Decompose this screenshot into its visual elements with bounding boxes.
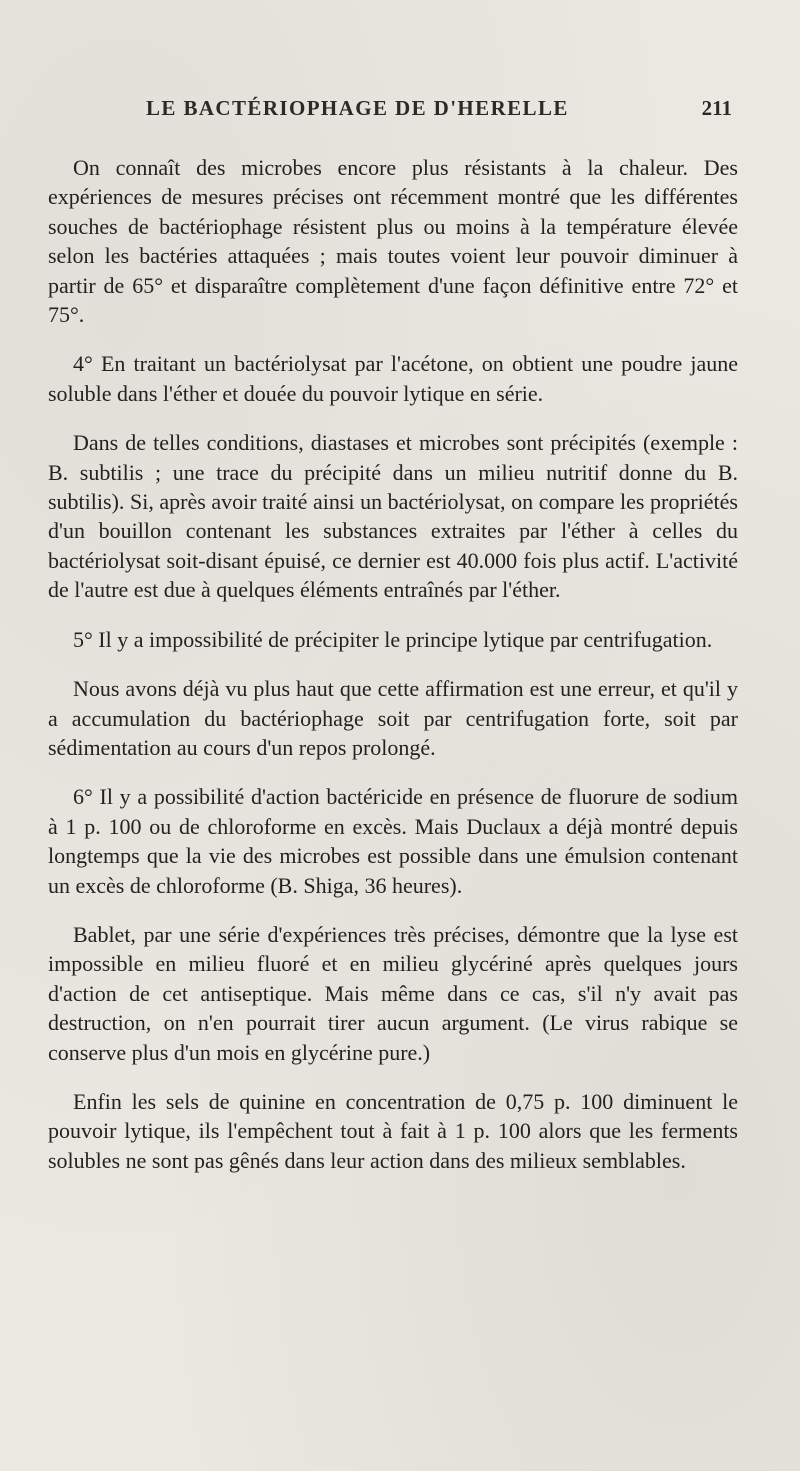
paragraph-point-4: 4° En traitant un bactériolysat par l'acétone, on obtient une poudre jaune soluble dans l'éther et douée du pouvoir lytique en série. [48, 351, 738, 406]
running-head [0, 96, 800, 126]
paragraph-centrifugation: Nous avons déjà vu plus haut que cette affirmation est une erreur, et qu'il y a accumulation du bactériophage soit par centrifugation forte, soit par sédimentation au cours d'un repos prolongé. [48, 676, 738, 760]
page-number: 211 [701, 96, 732, 120]
paragraph-heat-resistance: On connaît des microbes encore plus résistants à la chaleur. Des expériences de mesures précises ont récemment montré que les différentes souches de bactériophage résistent plus ou moins à la température élevée selon les bactéries attaquées ; mais toutes voient leur pouvoir diminuer à partir de 65° et disparaître complètement d'une façon définitive entre 72° et 75°. [48, 155, 738, 328]
paragraph-precipitation: Dans de telles conditions, diastases et microbes sont précipités (exemple : B. subtilis ; une trace du précipité dans un milieu nutritif donne du B. subtilis). Si, après avoir traité ainsi un bactériolysat, on compare les propriétés d'un bouillon contenant les substances extraites par l'éther à celles du bactériolysat soit-disant épuisé, ce dernier est 40.000 fois plus actif. L'activité de l'autre est due à quelques éléments entraînés par l'éther. [48, 430, 738, 603]
paragraph-bablet: Bablet, par une série d'expériences très précises, démontre que la lyse est impossible en milieu fluoré et en milieu glycériné après quelques jours d'action de cet antiseptique. Mais même dans ce cas, s'il n'y avait pas destruction, on n'en pourrait tirer aucun argument. (Le virus rabique se conserve plus d'un mois en glycérine pure.) [48, 921, 738, 1065]
running-title: LE BACTÉRIOPHAGE DE D'HERELLE [146, 96, 569, 120]
body-text [48, 153, 738, 1195]
paragraph-point-6: 6° Il y a possibilité d'action bactéricide en présence de fluorure de sodium à 1 p. 100 ou de chloroforme en excès. Mais Duclaux a déjà montré depuis longtemps que la vie des microbes est possible dans une émulsion contenant un excès de chloroforme (B. Shiga, 36 heures). [48, 784, 738, 898]
paragraph-quinine: Enfin les sels de quinine en concentration de 0,75 p. 100 diminuent le pouvoir lytique, ils l'empêchent tout à fait à 1 p. 100 alors que les ferments solubles ne sont pas gênés dans leur action dans des milieux semblables. [48, 1088, 738, 1173]
paragraph-point-5: 5° Il y a impossibilité de précipiter le principe lytique par centrifugation. [73, 626, 713, 652]
